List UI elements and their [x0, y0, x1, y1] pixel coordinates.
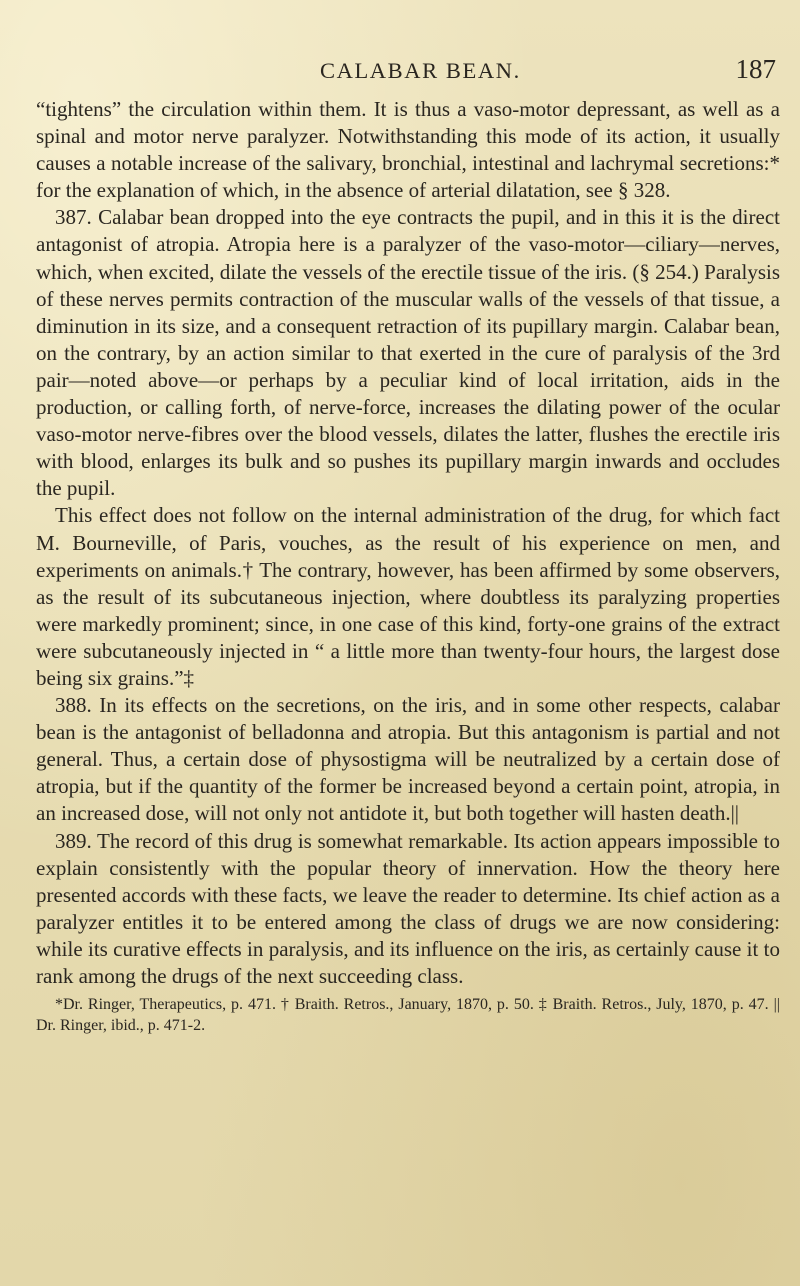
- paragraph-continuation: “tightens” the circulation within them. It is thus a vaso-motor depressant, as well as a spinal and motor nerve paralyzer. Notwithstanding this mode of its action, it usually causes a notable increase of the salivary, bronchial, intestinal and lachrymal secretions:* for the explanation of which, in the absence of arterial dilatation, see § 328.: [36, 97, 780, 203]
- paragraph-387: 387. Calabar bean dropped into the eye contracts the pupil, and in this it is the direct antagonist of atropia. Atropia here is a paralyzer of the vaso-motor—ciliary—nerves, which, when excited, dilate the vessels of the erectile tissue of the iris. (§ 254.) Paralysis of these nerves permits contraction of the muscular walls of the vessels of that tissue, a diminution in its size, and a consequent retraction of its pupillary margin. Calabar bean, on the contrary, by an action similar to that exerted in the cure of paralysis of the 3rd pair—noted above—or perhaps by a peculiar kind of local irritation, aids in the production, or calling forth, of nerve-force, increases the dilating power of the ocular vaso-motor nerve-fibres over the blood vessels, dilates the latter, flushes the erectile iris with blood, enlarges its bulk and so pushes its pupillary margin inwards and occludes the pupil.: [36, 205, 780, 501]
- paragraph-389: 389. The record of this drug is somewhat remarkable. Its action appears impossible to explain consistently with the popular theory of innervation. How the theory here presented accords with these facts, we leave the reader to determine. Its chief action as a paralyzer entitles it to be entered among the class of drugs we are now considering: while its curative effects in paralysis, and its influence on the iris, as certainly cause it to rank among the drugs of the next succeeding class.: [36, 828, 780, 988]
- paragraph-388: 388. In its effects on the secretions, on the iris, and in some other respects, calabar bean is the antagonist of belladonna and atropia. But this antagonism is partial and not general. Thus, a certain dose of physostigma will be neutralized by a certain dose of atropia, but if the quantity of the former be increased beyond a certain point, atropia, in an increased dose, will not only not antidote it, but both together will hasten death.||: [36, 693, 780, 826]
- body-text: [36, 96, 780, 990]
- page-number: 187: [735, 54, 776, 84]
- footnotes: [36, 994, 780, 1036]
- book-page: [36, 0, 780, 1286]
- running-head: [36, 0, 780, 96]
- running-title: CALABAR BEAN.: [320, 58, 521, 83]
- paragraph-internal-administration: This effect does not follow on the internal administration of the drug, for which fact M. Bourneville, of Paris, vouches, as the result of his experience on men, and experiments on animals.† The contrary, however, has been affirmed by some observers, as the result of its subcutaneous injection, where doubtless its paralyzing properties were markedly prominent; since, in one case of this kind, forty-one grains of the extract were subcutaneously injected in “ a little more than twenty-four hours, the largest dose being six grains.”‡: [36, 503, 780, 690]
- footnote-text: *Dr. Ringer, Therapeutics, p. 471. † Braith. Retros., January, 1870, p. 50. ‡ Braith. Retros., July, 1870, p. 47. || Dr. Ringer, ibid., p. 471-2.: [36, 996, 780, 1035]
